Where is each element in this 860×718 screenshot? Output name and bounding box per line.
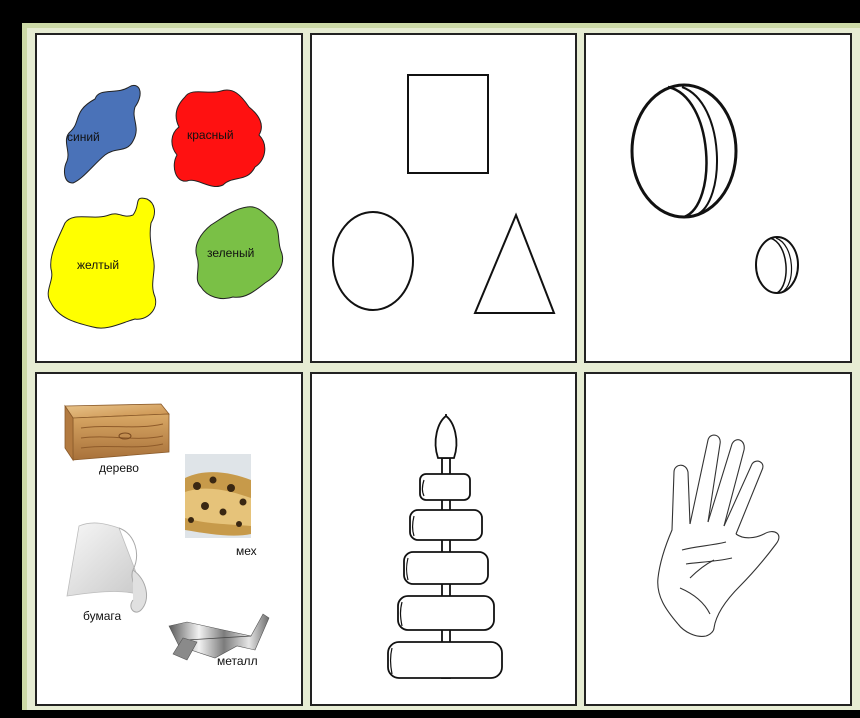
colors-illustration [37, 35, 303, 363]
sizes-illustration [586, 35, 852, 363]
yellow-label: желтый [77, 258, 120, 272]
card-colors [35, 33, 303, 363]
big-ball-icon [632, 85, 736, 217]
square-shape [408, 75, 488, 173]
small-ball-icon [756, 237, 798, 293]
blue-label: синий [67, 130, 100, 144]
paper-label: бумага [83, 609, 122, 623]
pyramid-toy-illustration [312, 374, 577, 706]
wood-label: дерево [99, 461, 139, 475]
fur-label: мех [236, 544, 257, 558]
fur-icon [185, 454, 251, 538]
red-label: красный [187, 128, 234, 142]
metal-label: металл [217, 654, 258, 668]
circle-shape [333, 212, 413, 310]
hand-icon [658, 435, 779, 636]
paper-roll-icon [67, 523, 147, 612]
triangle-shape [475, 215, 554, 313]
card-shapes [310, 33, 577, 363]
materials-illustration [37, 374, 303, 706]
wood-block-icon [65, 404, 169, 460]
green-label: зеленый [207, 246, 255, 260]
card-sizes [584, 33, 852, 363]
shapes-illustration [312, 35, 577, 363]
card-materials [35, 372, 303, 706]
card-hand [584, 372, 852, 706]
card-pyramid [310, 372, 577, 706]
pyramid-toy-icon [388, 414, 502, 678]
hand-illustration [586, 374, 852, 706]
